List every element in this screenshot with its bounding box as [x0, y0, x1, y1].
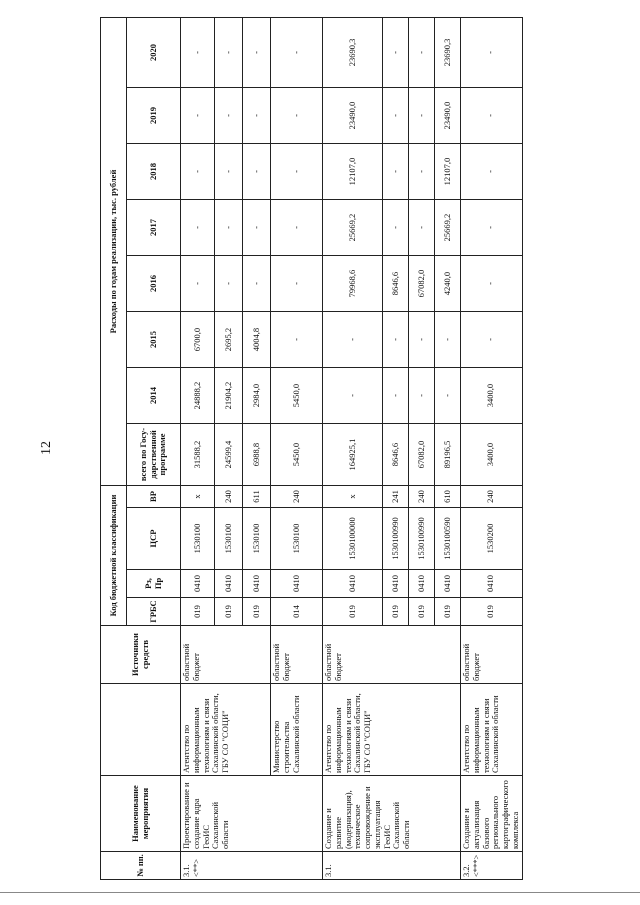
cell-year-value: -: [323, 368, 383, 424]
cell-year-value: 23490,0: [323, 88, 383, 144]
header-year: 2017: [127, 200, 181, 256]
cell-year-value: -: [243, 17, 271, 87]
header-year: 2014: [127, 368, 181, 424]
header-budget-code: Код бюджетной классификации: [101, 486, 127, 626]
cell-csr: 1530100000: [323, 508, 383, 570]
header-rz-pr: Рз, Пр: [127, 570, 181, 598]
cell-year-value: 25669,2: [435, 200, 461, 256]
cell-name: Проектирование и создание ядра ГеоИС Сахалинской области: [181, 776, 323, 852]
header-vr: ВР: [127, 486, 181, 508]
cell-total: 6988,8: [243, 424, 271, 486]
cell-total: 5450,0: [271, 424, 323, 486]
cell-grbs: 019: [383, 598, 409, 626]
header-total: всего по Госу-дарственной программе: [127, 424, 181, 486]
cell-rz: 0410: [323, 570, 383, 598]
cell-year-value: 23690,3: [323, 17, 383, 87]
cell-rz: 0410: [181, 570, 215, 598]
cell-year-value: -: [271, 144, 323, 200]
cell-year-value: -: [461, 200, 523, 256]
page-bottom-rule: [0, 892, 640, 893]
cell-source: областной бюджет: [323, 626, 461, 684]
cell-year-value: -: [409, 88, 435, 144]
cell-year-value: -: [181, 256, 215, 312]
cell-year-value: -: [243, 88, 271, 144]
cell-rz: 0410: [383, 570, 409, 598]
cell-vr: 610: [435, 486, 461, 508]
cell-year-value: -: [409, 200, 435, 256]
header-grbs: ГРБС: [127, 598, 181, 626]
cell-csr: 1530100: [215, 508, 243, 570]
cell-grbs: 019: [181, 598, 215, 626]
cell-year-value: -: [271, 312, 323, 368]
cell-year-value: -: [215, 256, 243, 312]
cell-total: 164925,1: [323, 424, 383, 486]
header-year: 2020: [127, 17, 181, 87]
header-year: 2016: [127, 256, 181, 312]
header-executor: [101, 684, 181, 776]
cell-rz: 0410: [243, 570, 271, 598]
cell-rz: 0410: [461, 570, 523, 598]
cell-vr: 241: [383, 486, 409, 508]
cell-executor: Агентство по информационным технологиям и связи Сахалинской области: [461, 684, 523, 776]
cell-csr: 1530100590: [435, 508, 461, 570]
cell-year-value: -: [461, 312, 523, 368]
cell-grbs: 019: [215, 598, 243, 626]
cell-grbs: 014: [271, 598, 323, 626]
cell-rz: 0410: [409, 570, 435, 598]
cell-year-value: -: [215, 144, 243, 200]
header-name: Наименование мероприятия: [101, 776, 181, 852]
cell-grbs: 019: [243, 598, 271, 626]
cell-executor: Агентство по информационным технологиям и связи Сахалинской области, ГБУ СО "СОЦИ": [323, 684, 461, 776]
cell-year-value: -: [409, 17, 435, 87]
cell-year-value: -: [181, 17, 215, 87]
header-source: Источники средств: [101, 626, 181, 684]
cell-year-value: -: [461, 88, 523, 144]
cell-vr: 240: [271, 486, 323, 508]
cell-year-value: 79968,6: [323, 256, 383, 312]
cell-grbs: 019: [461, 598, 523, 626]
cell-year-value: 23490,0: [435, 88, 461, 144]
cell-year-value: 67082,0: [409, 256, 435, 312]
cell-grbs: 019: [323, 598, 383, 626]
cell-vr: 611: [243, 486, 271, 508]
cell-name: Создание и развитие (модернизация), техническое сопровождение и эксплуатация ГеоИС Сахалинской области: [323, 776, 461, 852]
cell-year-value: -: [383, 312, 409, 368]
cell-year-value: -: [181, 88, 215, 144]
cell-year-value: -: [271, 17, 323, 87]
cell-year-value: -: [215, 200, 243, 256]
cell-year-value: 25669,2: [323, 200, 383, 256]
cell-year-value: -: [461, 144, 523, 200]
cell-total: 31588,2: [181, 424, 215, 486]
cell-name: Создание и актуализация базового регионального картографического комплекса: [461, 776, 523, 852]
page-number: 12: [39, 441, 54, 455]
cell-year-value: -: [461, 256, 523, 312]
header-no: № пп.: [101, 852, 181, 880]
cell-year-value: 3400,0: [461, 368, 523, 424]
cell-source: областной бюджет: [271, 626, 323, 684]
cell-rz: 0410: [435, 570, 461, 598]
header-year: 2015: [127, 312, 181, 368]
cell-year-value: 12107,0: [323, 144, 383, 200]
cell-vr: х: [323, 486, 383, 508]
cell-year-value: 2695,2: [215, 312, 243, 368]
cell-year-value: 8646,6: [383, 256, 409, 312]
cell-csr: 1530200: [461, 508, 523, 570]
cell-year-value: -: [181, 200, 215, 256]
cell-total: 89196,5: [435, 424, 461, 486]
cell-year-value: 12107,0: [435, 144, 461, 200]
cell-year-value: -: [323, 312, 383, 368]
cell-year-value: -: [383, 88, 409, 144]
cell-year-value: -: [181, 144, 215, 200]
cell-year-value: -: [383, 17, 409, 87]
cell-year-value: 2984,0: [243, 368, 271, 424]
cell-vr: 240: [461, 486, 523, 508]
expenses-table: [100, 17, 523, 880]
table-row: [461, 17, 523, 879]
cell-year-value: -: [243, 256, 271, 312]
cell-no: 3.1.: [323, 852, 461, 880]
cell-year-value: -: [383, 368, 409, 424]
cell-vr: х: [181, 486, 215, 508]
cell-year-value: -: [383, 144, 409, 200]
cell-grbs: 019: [409, 598, 435, 626]
header-year: 2019: [127, 88, 181, 144]
cell-csr: 1530100: [181, 508, 215, 570]
cell-year-value: -: [215, 17, 243, 87]
cell-year-value: -: [383, 200, 409, 256]
cell-total: 8646,6: [383, 424, 409, 486]
cell-total: 24599,4: [215, 424, 243, 486]
cell-total: 67082,0: [409, 424, 435, 486]
cell-year-value: -: [243, 200, 271, 256]
cell-no: 3.2. <***>: [461, 852, 523, 880]
cell-vr: 240: [409, 486, 435, 508]
cell-total: 3400,0: [461, 424, 523, 486]
cell-rz: 0410: [215, 570, 243, 598]
cell-year-value: -: [271, 88, 323, 144]
cell-vr: 240: [215, 486, 243, 508]
cell-rz: 0410: [271, 570, 323, 598]
cell-year-value: 4004,8: [243, 312, 271, 368]
cell-year-value: -: [435, 368, 461, 424]
cell-csr: 1530100: [243, 508, 271, 570]
table-row: [271, 17, 323, 879]
cell-csr: 1530100: [271, 508, 323, 570]
cell-year-value: 23690,3: [435, 17, 461, 87]
cell-year-value: -: [435, 312, 461, 368]
header-expenses: Расходы по годам реализации, тыс. рублей: [101, 17, 127, 485]
cell-executor: Министерство строительства Сахалинской области: [271, 684, 323, 776]
cell-year-value: -: [215, 88, 243, 144]
cell-year-value: -: [243, 144, 271, 200]
cell-source: областной бюджет: [181, 626, 271, 684]
header-year: 2018: [127, 144, 181, 200]
cell-no: 3.1. <**>: [181, 852, 323, 880]
cell-source: областной бюджет: [461, 626, 523, 684]
cell-year-value: -: [409, 144, 435, 200]
cell-csr: 1530100990: [409, 508, 435, 570]
cell-year-value: 4240,0: [435, 256, 461, 312]
cell-year-value: 6700,0: [181, 312, 215, 368]
cell-year-value: 5450,0: [271, 368, 323, 424]
cell-year-value: -: [271, 256, 323, 312]
cell-year-value: 21904,2: [215, 368, 243, 424]
table-row: [323, 17, 383, 879]
header-csr: ЦСР: [127, 508, 181, 570]
table-row: [181, 17, 215, 879]
cell-year-value: -: [461, 17, 523, 87]
cell-year-value: -: [409, 312, 435, 368]
cell-csr: 1530100990: [383, 508, 409, 570]
rotated-table-container: [100, 18, 520, 880]
cell-year-value: -: [271, 200, 323, 256]
cell-year-value: -: [409, 368, 435, 424]
cell-executor: Агентство по информационным технологиям и связи Сахалинской области, ГБУ СО "СОЦИ": [181, 684, 271, 776]
cell-year-value: 24888,2: [181, 368, 215, 424]
cell-grbs: 019: [435, 598, 461, 626]
